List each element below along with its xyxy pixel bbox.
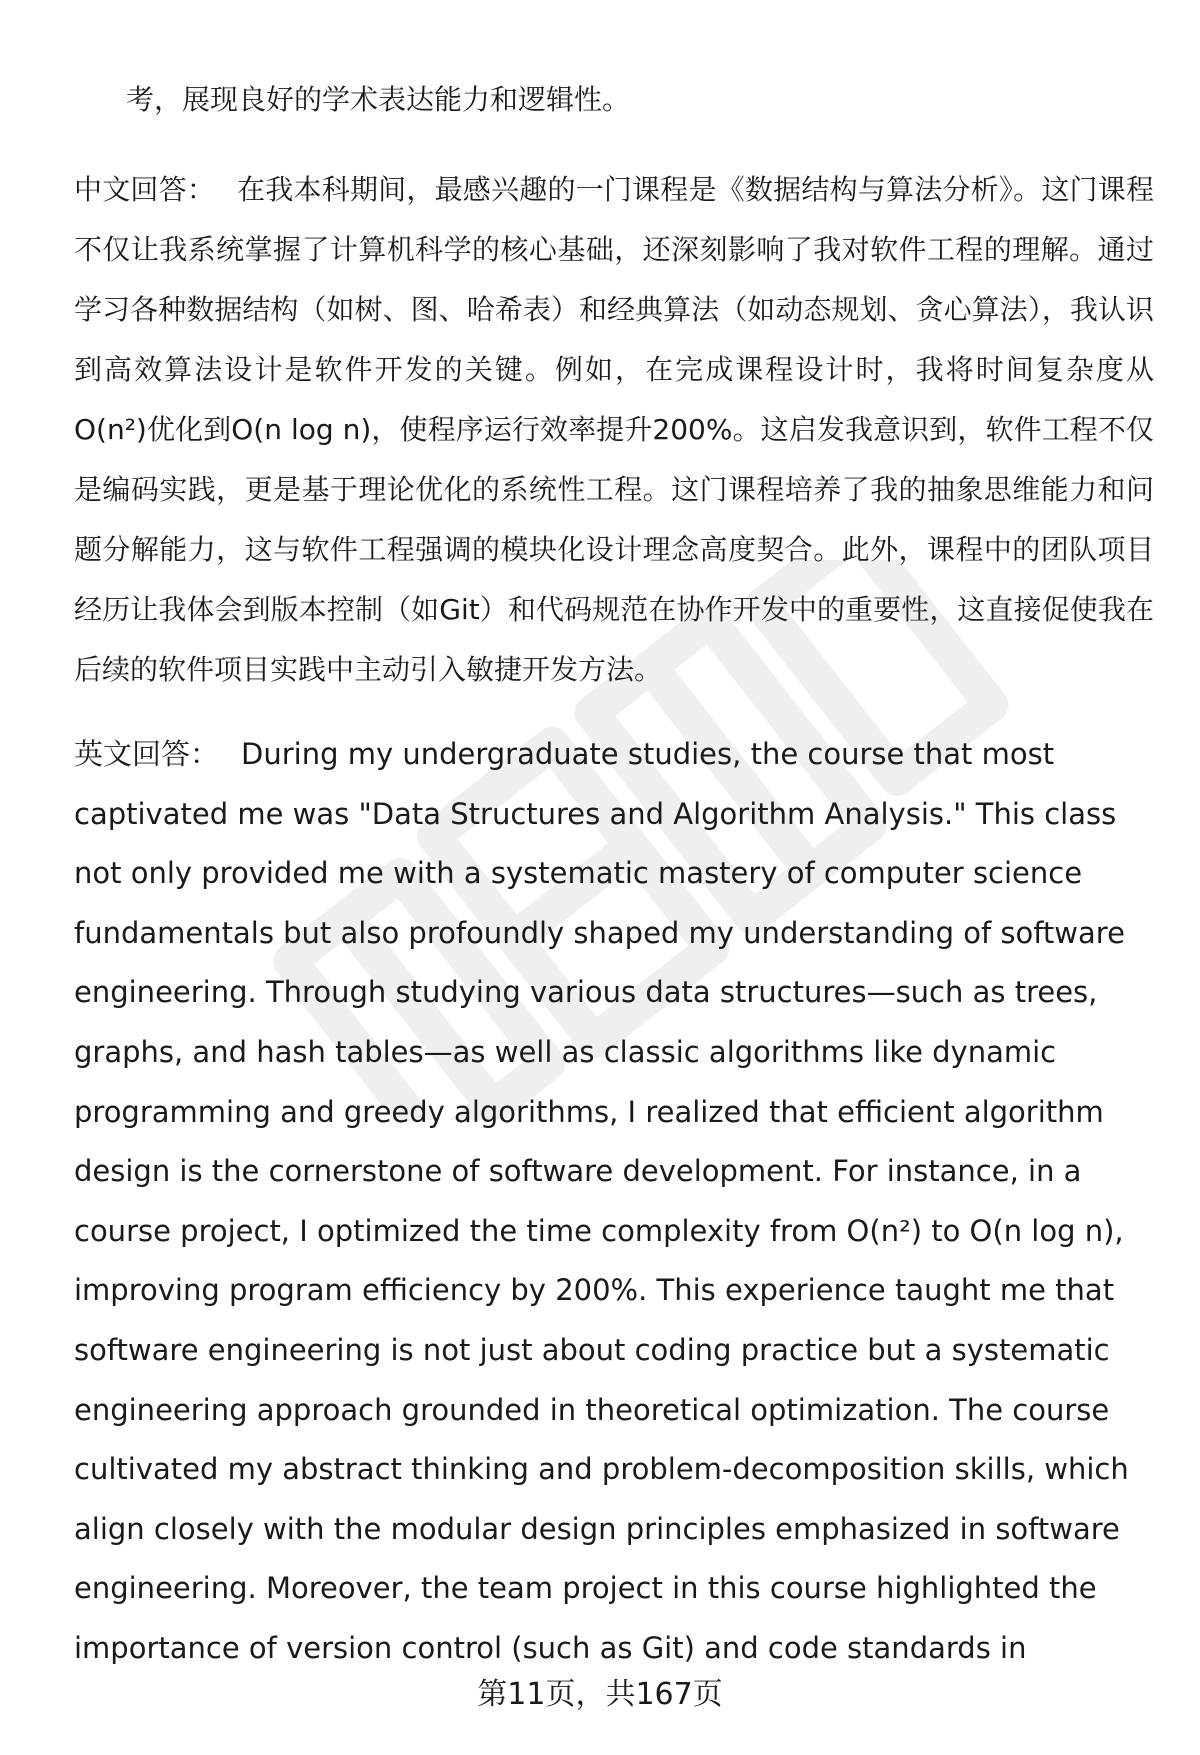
english-answer-text: During my undergraduate studies, the course that most captivated me was "Data Structures and Algorithm Analysis." This class not only provided me with a systematic mastery of computer science fundamentals but also profoundly shaped my understanding of software engineering. Through studying various data structures—such as trees, graphs, and hash tables—as well as classic algorithms like dynamic programming and greedy algorithms, I realized that efficient algorithm design is the cornerstone of software development. For instance, in a course project, I optimized the time complexity from O(n²) to O(n log n), improving program efficiency by 200%. This experience taught me that software engineering is not just about coding practice but a systematic engineering approach grounded in theoretical optimization. The course cultivated my abstract thinking and problem-decomposition skills, which align closely with the modular design principles emphasized in software engineering. Moreover, the team project in this course highlighted the importance of version control (such as Git) and code standards in [74, 737, 1129, 1665]
intro-line [126, 70, 1126, 130]
chinese-answer-paragraph [74, 160, 1154, 700]
english-answer-paragraph [74, 725, 1154, 1679]
page-number: 第11页，共167页 [477, 1677, 723, 1712]
page-number-footer [0, 1670, 1200, 1720]
chinese-answer-text: 在我本科期间，最感兴趣的一门课程是《数据结构与算法分析》。这门课程不仅让我系统掌握了计算机科学的核心基础，还深刻影响了我对软件工程的理解。通过学习各种数据结构（如树、图、哈希表）和经典算法（如动态规划、贪心算法），我认识到高效算法设计是软件开发的关键。例如，在完成课程设计时，我将时间复杂度从O(n²)优化到O(n log n)，使程序运行效率提升200%。这启发我意识到，软件工程不仅是编码实践，更是基于理论优化的系统性工程。这门课程培养了我的抽象思维能力和问题分解能力，这与软件工程强调的模块化设计理念高度契合。此外，课程中的团队项目经历让我体会到版本控制（如Git）和代码规范在协作开发中的重要性，这直接促使我在后续的软件项目实践中主动引入敏捷开发方法。 [74, 173, 1154, 686]
intro-text: 考，展现良好的学术表达能力和逻辑性。 [126, 83, 631, 116]
chinese-answer-label: 中文回答： [74, 173, 216, 206]
english-answer-label: 英文回答： [74, 737, 220, 771]
